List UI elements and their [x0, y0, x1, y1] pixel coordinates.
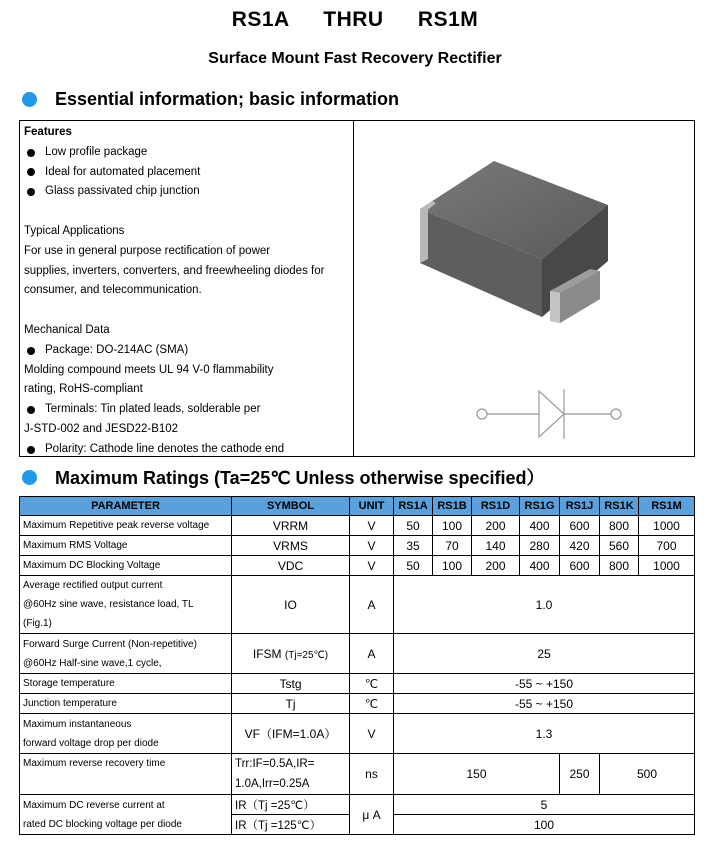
- table-row: [20, 634, 695, 674]
- applications-line: For use in general purpose rectification of power: [24, 244, 271, 257]
- unit-cell: μ A: [350, 795, 394, 835]
- column-header: RS1M: [639, 497, 695, 516]
- column-header: UNIT: [350, 497, 394, 516]
- table-row: [20, 674, 695, 694]
- symbol-cell: Tj: [232, 694, 350, 714]
- bullet-dot-icon: [22, 470, 37, 485]
- unit-cell: V: [350, 536, 394, 556]
- unit-cell: V: [350, 714, 394, 754]
- unit-cell: ℃: [350, 694, 394, 714]
- table-row: [20, 556, 695, 576]
- value-cell: 1000: [639, 516, 695, 536]
- unit-cell: V: [350, 556, 394, 576]
- mechanical-line: rating, RoHS-compliant: [24, 383, 143, 396]
- value-cell: 700: [639, 536, 695, 556]
- page-title: RS1A THRU RS1M: [231, 8, 479, 31]
- package-image-panel: [354, 121, 695, 456]
- mechanical-line: J-STD-002 and JESD22-B102: [24, 422, 179, 435]
- symbol-cell: VRMS: [232, 536, 350, 556]
- value-cell: 800: [600, 516, 639, 536]
- unit-cell: V: [350, 516, 394, 536]
- feature-item: Ideal for automated placement: [24, 163, 353, 183]
- param-cell: Maximum DC reverse current at rated DC blocking voltage per diode: [20, 795, 232, 835]
- symbol-cell: IR（Tj =25℃）: [232, 795, 350, 815]
- section-heading-ratings: [22, 464, 545, 490]
- param-cell: Maximum Repetitive peak reverse voltage: [20, 516, 232, 536]
- bullet-icon: [27, 446, 35, 454]
- unit-cell: ℃: [350, 674, 394, 694]
- value-cell: 200: [472, 516, 520, 536]
- value-cell: 70: [433, 536, 472, 556]
- value-cell: 150: [394, 754, 560, 795]
- value-cell: -55 ~ +150: [394, 694, 695, 714]
- column-header: SYMBOL: [232, 497, 350, 516]
- bullet-dot-icon: [22, 92, 37, 107]
- page-subtitle: Surface Mount Fast Recovery Rectifier: [208, 50, 502, 67]
- sma-package-icon: [354, 121, 695, 456]
- bullet-icon: [27, 149, 35, 157]
- symbol-cell: VDC: [232, 556, 350, 576]
- param-cell: Maximum reverse recovery time: [20, 754, 232, 795]
- bullet-icon: [27, 168, 35, 176]
- info-box: [19, 120, 695, 457]
- bullet-icon: [27, 188, 35, 196]
- value-cell: 400: [520, 556, 560, 576]
- table-row: [20, 714, 695, 754]
- column-header: RS1J: [560, 497, 600, 516]
- value-cell: 400: [520, 516, 560, 536]
- value-cell: 1.0: [394, 576, 695, 634]
- applications-title: Typical Applications: [24, 224, 125, 237]
- param-cell: Average rectified output current @60Hz sine wave, resistance load, TL (Fig.1): [20, 576, 232, 634]
- symbol-cell: IFSM (Tj=25℃): [232, 634, 350, 674]
- value-cell: 560: [600, 536, 639, 556]
- mechanical-item: Polarity: Cathode line denotes the cathode end: [24, 440, 353, 460]
- table-row: [20, 795, 695, 815]
- value-cell: 100: [433, 516, 472, 536]
- symbol-cell: Tstg: [232, 674, 350, 694]
- column-header: RS1D: [472, 497, 520, 516]
- table-header-row: [20, 497, 695, 516]
- table-row: [20, 576, 695, 634]
- table-row: [20, 516, 695, 536]
- value-cell: 100: [433, 556, 472, 576]
- value-cell: 280: [520, 536, 560, 556]
- value-cell: 250: [560, 754, 600, 795]
- param-cell: Maximum RMS Voltage: [20, 536, 232, 556]
- ratings-table: [19, 496, 695, 835]
- feature-item: Low profile package: [24, 143, 353, 163]
- symbol-cell: VRRM: [232, 516, 350, 536]
- bullet-icon: [27, 406, 35, 414]
- table-row: [20, 754, 695, 795]
- value-cell: 140: [472, 536, 520, 556]
- value-cell: 1000: [639, 556, 695, 576]
- features-title: Features: [24, 126, 72, 138]
- symbol-cell: VF（IFM=1.0A）: [232, 714, 350, 754]
- param-cell: Junction temperature: [20, 694, 232, 714]
- value-cell: 35: [394, 536, 433, 556]
- param-cell: Storage temperature: [20, 674, 232, 694]
- value-cell: 500: [600, 754, 695, 795]
- symbol-cell: IR（Tj =125℃）: [232, 815, 350, 835]
- column-header: RS1A: [394, 497, 433, 516]
- unit-cell: A: [350, 634, 394, 674]
- applications-line: supplies, inverters, converters, and freewheeling diodes for: [24, 264, 325, 277]
- value-cell: 600: [560, 556, 600, 576]
- section-heading-essential: [22, 89, 399, 110]
- applications-line: consumer, and telecommunication.: [24, 284, 202, 297]
- table-row: [20, 694, 695, 714]
- value-cell: 50: [394, 516, 433, 536]
- column-header: RS1B: [433, 497, 472, 516]
- value-cell: 5: [394, 795, 695, 815]
- value-cell: 1.3: [394, 714, 695, 754]
- param-cell: Maximum instantaneous forward voltage drop per diode: [20, 714, 232, 754]
- param-cell: Maximum DC Blocking Voltage: [20, 556, 232, 576]
- unit-cell: ns: [350, 754, 394, 795]
- value-cell: 100: [394, 815, 695, 835]
- column-header: PARAMETER: [20, 497, 232, 516]
- column-header: RS1K: [600, 497, 639, 516]
- value-cell: 420: [560, 536, 600, 556]
- value-cell: 50: [394, 556, 433, 576]
- section-heading-text: Essential information; basic information: [55, 89, 400, 109]
- mechanical-title: Mechanical Data: [24, 323, 110, 336]
- value-cell: 800: [600, 556, 639, 576]
- param-cell: Forward Surge Current (Non-repetitive) @60Hz Half-sine wave,1 cycle,: [20, 634, 232, 674]
- value-cell: -55 ~ +150: [394, 674, 695, 694]
- section-heading-text: Maximum Ratings (Ta=25℃ Unless otherwise specified）: [55, 468, 545, 488]
- mechanical-item: Package: DO-214AC (SMA): [24, 341, 353, 361]
- unit-cell: A: [350, 576, 394, 634]
- mechanical-line: Molding compound meets UL 94 V-0 flammability: [24, 363, 274, 376]
- symbol-cell: Trr:IF=0.5A,IR= 1.0A,Irr=0.25A: [232, 754, 350, 795]
- column-header: RS1G: [520, 497, 560, 516]
- info-text-panel: [20, 121, 354, 456]
- diode-symbol-icon: [477, 389, 621, 439]
- symbol-cell: IO: [232, 576, 350, 634]
- value-cell: 200: [472, 556, 520, 576]
- table-row: [20, 536, 695, 556]
- value-cell: 600: [560, 516, 600, 536]
- mechanical-item: Terminals: Tin plated leads, solderable per: [24, 400, 353, 420]
- feature-item: Glass passivated chip junction: [24, 182, 353, 202]
- value-cell: 25: [394, 634, 695, 674]
- bullet-icon: [27, 347, 35, 355]
